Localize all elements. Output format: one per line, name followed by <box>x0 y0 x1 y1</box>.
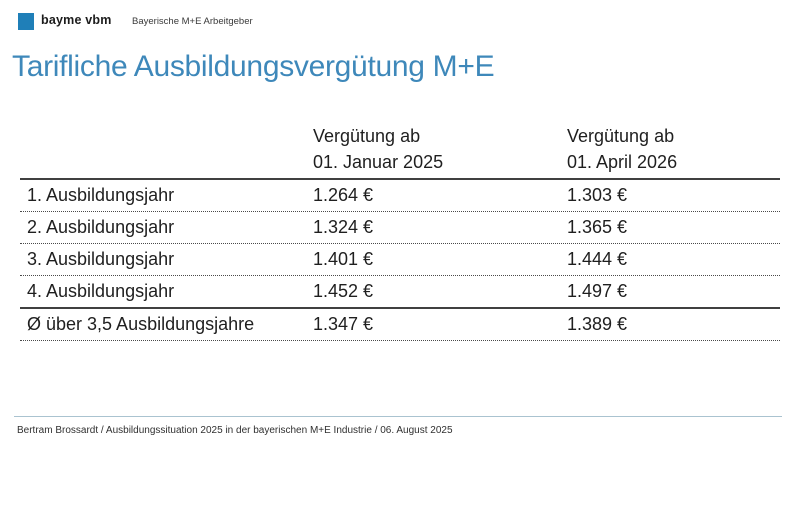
row-value-apr-2026: 1.303 € <box>567 185 628 205</box>
row-label: 3. Ausbildungsjahr <box>27 249 175 269</box>
row-label: 2. Ausbildungsjahr <box>27 217 175 237</box>
row-label: 1. Ausbildungsjahr <box>27 185 175 205</box>
row-value-apr-2026: 1.497 € <box>567 281 628 301</box>
footer-divider <box>14 416 782 417</box>
row-value-jan-2025: 1.401 € <box>313 249 374 269</box>
row-value-jan-2025: 1.452 € <box>313 281 374 301</box>
table-header-row <box>20 122 780 178</box>
row-label: 4. Ausbildungsjahr <box>27 281 175 301</box>
row-value-apr-2026: 1.444 € <box>567 249 628 269</box>
footer-attribution: Bertram Brossardt / Ausbildungssituation 2025 in der bayerischen M+E Industrie / 06. August 2025 <box>17 425 453 436</box>
column-header-apr-2026-line1: Vergütung ab <box>567 126 675 146</box>
slide-title: Tarifliche Ausbildungsvergütung M+E <box>12 50 495 83</box>
column-header-jan-2025-line2: 01. Januar 2025 <box>313 152 444 172</box>
table-row-year-3 <box>20 244 780 276</box>
table-row-year-2 <box>20 212 780 244</box>
table-row-year-1 <box>20 180 780 212</box>
remuneration-table <box>20 122 780 341</box>
row-value-jan-2025: 1.264 € <box>313 185 374 205</box>
table-body <box>20 178 780 341</box>
table-row-year-4 <box>20 276 780 309</box>
column-header-apr-2026 <box>567 123 677 175</box>
brand-tagline: Bayerische M+E Arbeitgeber <box>132 16 253 27</box>
row-value-apr-2026: 1.365 € <box>567 217 628 237</box>
column-header-jan-2025 <box>313 123 443 175</box>
column-header-jan-2025-line1: Vergütung ab <box>313 126 421 146</box>
table-row-average <box>20 309 780 341</box>
row-value-apr-2026: 1.389 € <box>567 314 628 334</box>
row-value-jan-2025: 1.347 € <box>313 314 374 334</box>
row-value-jan-2025: 1.324 € <box>313 217 374 237</box>
column-header-apr-2026-line2: 01. April 2026 <box>567 152 678 172</box>
brand-logo-text: bayme vbm <box>41 13 112 27</box>
brand-logo-square-icon <box>18 13 34 30</box>
row-label: Ø über 3,5 Ausbildungsjahre <box>27 314 255 334</box>
